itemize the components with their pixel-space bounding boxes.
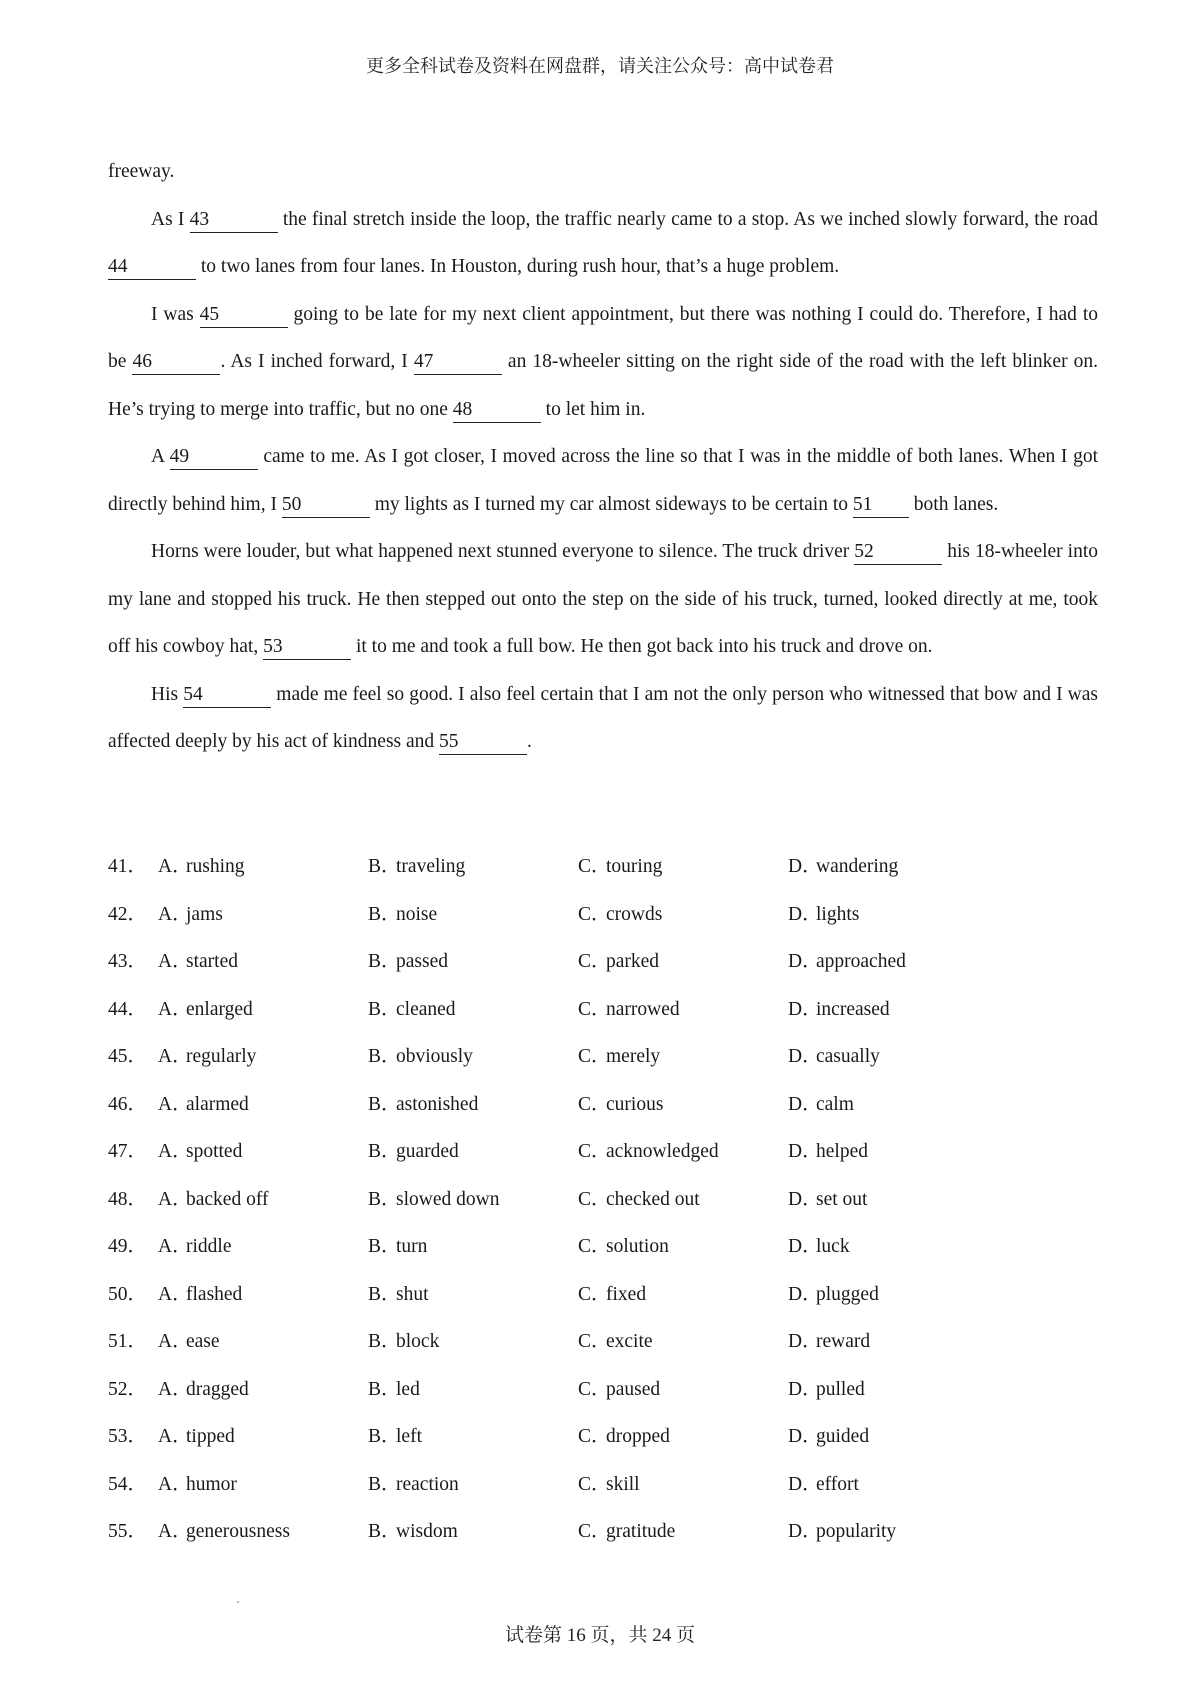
option-text: block: [396, 1331, 440, 1352]
blank-48: 48: [453, 398, 541, 423]
passage-paragraph: [108, 291, 1098, 434]
option-b: [368, 1471, 578, 1499]
passage-text: I was: [151, 303, 200, 325]
question-number: 52．: [108, 1378, 148, 1400]
blank-54: 54: [183, 683, 271, 708]
option-letter: C．: [578, 998, 611, 1020]
question-options-row: [108, 1281, 1108, 1329]
option-b: [368, 1423, 578, 1451]
question-number: 49．: [108, 1236, 148, 1257]
passage-text: it to me and took a full bow. He then got back into his truck and drove on.: [351, 636, 933, 657]
option-c: [578, 1043, 788, 1071]
option-text: ease: [186, 1331, 220, 1352]
option-c: [578, 901, 788, 929]
blank-43: 43: [190, 208, 278, 233]
option-text: solution: [606, 1236, 669, 1257]
option-letter: B．: [368, 1378, 401, 1400]
passage-paragraph: [108, 433, 1098, 528]
question-options-row: [108, 1043, 1108, 1091]
option-d: [788, 1138, 998, 1166]
option-letter: D．: [788, 903, 822, 925]
question-options-row: [108, 1471, 1108, 1519]
passage-paragraph: [108, 671, 1098, 766]
option-text: wisdom: [396, 1521, 458, 1542]
option-text: led: [396, 1378, 420, 1400]
option-letter: D．: [788, 1141, 822, 1162]
question-number: 46．: [108, 1093, 148, 1115]
option-text: merely: [606, 1046, 661, 1067]
option-d: [788, 1043, 998, 1071]
option-c: [578, 1328, 788, 1356]
option-b: [368, 1138, 578, 1166]
question-number: 43．: [108, 951, 148, 972]
option-letter: A．: [158, 1141, 192, 1162]
option-letter: B．: [368, 1331, 401, 1352]
option-c: [578, 948, 788, 976]
option-letter: D．: [788, 1283, 822, 1305]
option-letter: A．: [158, 1521, 192, 1542]
option-letter: D．: [788, 1093, 822, 1115]
option-d: [788, 996, 998, 1024]
option-b: [368, 1518, 578, 1546]
question-options-row: [108, 1328, 1108, 1376]
option-text: dragged: [186, 1378, 249, 1400]
option-letter: B．: [368, 1188, 401, 1210]
option-letter: A．: [158, 1046, 192, 1067]
option-letter: D．: [788, 1426, 822, 1447]
option-text: set out: [816, 1188, 868, 1210]
option-letter: D．: [788, 856, 822, 877]
option-text: guided: [816, 1426, 870, 1447]
option-d: [788, 1518, 998, 1546]
passage-text: to let him in.: [540, 398, 646, 420]
option-c: [578, 1423, 788, 1451]
option-text: calm: [816, 1093, 854, 1115]
question-options-row: [108, 1423, 1108, 1471]
option-text: paused: [606, 1378, 661, 1400]
option-letter: A．: [158, 998, 192, 1020]
option-letter: C．: [578, 1188, 611, 1210]
question-number: 47．: [108, 1141, 148, 1162]
option-b: [368, 1043, 578, 1071]
option-b: [368, 996, 578, 1024]
passage-text: .: [527, 731, 532, 752]
option-a: [158, 948, 368, 976]
option-text: started: [186, 951, 238, 972]
option-letter: A．: [158, 856, 192, 877]
blank-47: 47: [414, 350, 502, 375]
option-text: popularity: [816, 1521, 897, 1542]
option-text: wandering: [816, 856, 899, 877]
option-text: cleaned: [396, 998, 456, 1020]
option-d: [788, 1233, 998, 1261]
option-a: [158, 996, 368, 1024]
option-d: [788, 1471, 998, 1499]
option-b: [368, 1281, 578, 1309]
option-letter: C．: [578, 1046, 611, 1067]
question-number: 48．: [108, 1188, 148, 1210]
option-text: reward: [816, 1331, 871, 1352]
option-text: plugged: [816, 1283, 879, 1305]
option-text: curious: [606, 1093, 664, 1115]
scan-speck: [237, 1601, 239, 1603]
option-text: dropped: [606, 1426, 670, 1447]
option-a: [158, 1471, 368, 1499]
passage-text: came to me. As I got closer, I moved across the line so that I was in the middle of both lanes. When I got directly behind him, I: [108, 446, 1098, 515]
question-options-row: [108, 1186, 1108, 1234]
blank-52: 52: [854, 540, 942, 565]
option-text: fixed: [606, 1283, 647, 1305]
option-text: traveling: [396, 856, 466, 877]
passage-text: both lanes.: [908, 493, 999, 515]
option-letter: A．: [158, 951, 192, 972]
option-letter: C．: [578, 1093, 611, 1115]
option-d: [788, 1186, 998, 1214]
option-letter: C．: [578, 1283, 611, 1305]
option-d: [788, 948, 998, 976]
passage-text: my lights as I turned my car almost sideways to be certain to: [369, 493, 853, 515]
passage-text: to two lanes from four lanes. In Houston, during rush hour, that’s a huge problem.: [196, 256, 840, 277]
passage-text: His: [151, 683, 184, 705]
question-number: 55．: [108, 1521, 148, 1542]
blank-49: 49: [170, 445, 258, 470]
option-a: [158, 1518, 368, 1546]
question-options-row: [108, 1138, 1108, 1186]
option-letter: D．: [788, 998, 822, 1020]
option-b: [368, 901, 578, 929]
option-letter: C．: [578, 1426, 611, 1447]
question-options-row: [108, 948, 1108, 996]
option-text: excite: [606, 1331, 653, 1352]
option-text: skill: [606, 1473, 640, 1495]
option-text: acknowledged: [606, 1141, 719, 1162]
option-text: obviously: [396, 1046, 473, 1067]
option-text: enlarged: [186, 998, 253, 1020]
option-text: tipped: [186, 1426, 235, 1447]
option-text: checked out: [606, 1188, 700, 1210]
option-a: [158, 1186, 368, 1214]
option-text: slowed down: [396, 1188, 500, 1210]
option-letter: D．: [788, 1378, 822, 1400]
option-c: [578, 1376, 788, 1404]
option-text: flashed: [186, 1283, 243, 1305]
question-number: 53．: [108, 1426, 148, 1447]
option-text: jams: [186, 903, 223, 925]
blank-50: 50: [282, 493, 370, 518]
question-number: 41．: [108, 856, 148, 877]
option-text: gratitude: [606, 1521, 676, 1542]
option-text: generousness: [186, 1521, 290, 1542]
option-c: [578, 1138, 788, 1166]
option-text: crowds: [606, 903, 663, 925]
question-options-row: [108, 1091, 1108, 1139]
option-letter: A．: [158, 1093, 192, 1115]
option-c: [578, 1518, 788, 1546]
option-letter: B．: [368, 1236, 401, 1257]
option-text: narrowed: [606, 998, 680, 1020]
blank-55: 55: [439, 730, 527, 755]
passage-text: made me feel so good. I also feel certain that I am not the only person who witnessed that bow and I was affected deeply by his act of kindness and: [108, 683, 1098, 752]
option-letter: A．: [158, 903, 192, 925]
option-a: [158, 1233, 368, 1261]
question-number: 44．: [108, 998, 148, 1020]
option-b: [368, 1186, 578, 1214]
blank-46: 46: [132, 350, 220, 375]
option-c: [578, 853, 788, 881]
option-text: increased: [816, 998, 890, 1020]
option-c: [578, 1233, 788, 1261]
option-letter: B．: [368, 1141, 401, 1162]
option-text: parked: [606, 951, 660, 972]
option-text: noise: [396, 903, 438, 925]
option-letter: A．: [158, 1236, 192, 1257]
passage-text: an 18-wheeler sitting on the right side of the road with the left blinker on. He’s trying to merge into traffic, but no one: [108, 351, 1098, 420]
option-letter: B．: [368, 1473, 401, 1495]
option-d: [788, 1328, 998, 1356]
question-number: 42．: [108, 903, 148, 925]
blank-44: 44: [108, 255, 196, 280]
question-number: 54．: [108, 1473, 148, 1495]
page-footer: 试卷第 16 页，共 24 页: [504, 1625, 695, 1646]
option-b: [368, 1328, 578, 1356]
option-b: [368, 1091, 578, 1119]
option-d: [788, 853, 998, 881]
option-a: [158, 1281, 368, 1309]
option-text: riddle: [186, 1236, 232, 1257]
option-letter: B．: [368, 856, 401, 877]
option-text: humor: [186, 1473, 237, 1495]
passage-paragraph: [108, 196, 1098, 291]
option-a: [158, 1138, 368, 1166]
option-letter: B．: [368, 903, 401, 925]
option-text: alarmed: [186, 1093, 249, 1115]
option-letter: B．: [368, 1093, 401, 1115]
option-letter: B．: [368, 1046, 401, 1067]
option-letter: C．: [578, 1331, 611, 1352]
passage-text: his 18-wheeler into my lane and stopped his truck. He then stepped out onto the step on the side of his truck, turned, looked directly at me, took off his cowboy hat,: [108, 541, 1098, 657]
blank-51: 51: [853, 493, 909, 518]
option-letter: C．: [578, 856, 611, 877]
question-options-row: [108, 1518, 1108, 1566]
blank-45: 45: [200, 303, 288, 328]
option-letter: C．: [578, 1521, 611, 1542]
option-letter: C．: [578, 1236, 611, 1257]
question-number: 45．: [108, 1046, 148, 1067]
option-letter: D．: [788, 951, 822, 972]
option-d: [788, 1376, 998, 1404]
passage-text: A: [151, 446, 170, 467]
option-text: guarded: [396, 1141, 459, 1162]
option-text: shut: [396, 1283, 429, 1305]
option-letter: A．: [158, 1188, 192, 1210]
option-letter: B．: [368, 998, 401, 1020]
option-letter: D．: [788, 1046, 822, 1067]
option-letter: D．: [788, 1473, 822, 1495]
question-number: 51．: [108, 1331, 148, 1352]
option-a: [158, 1091, 368, 1119]
option-letter: A．: [158, 1331, 192, 1352]
option-letter: B．: [368, 1521, 401, 1542]
option-b: [368, 948, 578, 976]
passage-text: As I: [151, 208, 190, 230]
option-letter: D．: [788, 1188, 822, 1210]
option-b: [368, 1376, 578, 1404]
answer-options: [108, 853, 1108, 1566]
option-d: [788, 901, 998, 929]
option-a: [158, 1328, 368, 1356]
option-c: [578, 996, 788, 1024]
passage-text: Horns were louder, but what happened next stunned everyone to silence. The truck driver: [151, 541, 855, 562]
option-a: [158, 1043, 368, 1071]
option-text: pulled: [816, 1378, 865, 1400]
option-letter: A．: [158, 1473, 192, 1495]
option-letter: B．: [368, 951, 401, 972]
option-text: passed: [396, 951, 448, 972]
option-letter: D．: [788, 1521, 822, 1542]
option-text: helped: [816, 1141, 868, 1162]
option-letter: A．: [158, 1426, 192, 1447]
option-letter: C．: [578, 1473, 611, 1495]
cloze-passage: [108, 148, 1098, 766]
passage-paragraph: [108, 148, 1098, 196]
passage-text: going to be late for my next client appointment, but there was nothing I could do. Therefore, I had to be: [108, 303, 1098, 372]
option-letter: B．: [368, 1426, 401, 1447]
option-text: reaction: [396, 1473, 459, 1495]
option-letter: C．: [578, 1378, 611, 1400]
option-letter: B．: [368, 1283, 401, 1305]
question-number: 50．: [108, 1283, 148, 1305]
option-b: [368, 853, 578, 881]
blank-53: 53: [263, 635, 351, 660]
option-letter: D．: [788, 1236, 822, 1257]
option-a: [158, 1423, 368, 1451]
passage-text: freeway.: [108, 161, 175, 182]
option-text: spotted: [186, 1141, 243, 1162]
option-text: turn: [396, 1236, 428, 1257]
question-options-row: [108, 853, 1108, 901]
option-text: lights: [816, 903, 860, 925]
question-options-row: [108, 1233, 1108, 1281]
option-text: rushing: [186, 856, 245, 877]
option-letter: A．: [158, 1283, 192, 1305]
option-text: touring: [606, 856, 663, 877]
option-a: [158, 1376, 368, 1404]
option-a: [158, 901, 368, 929]
option-b: [368, 1233, 578, 1261]
option-letter: C．: [578, 903, 611, 925]
option-d: [788, 1091, 998, 1119]
option-c: [578, 1186, 788, 1214]
option-text: casually: [816, 1046, 880, 1067]
question-options-row: [108, 901, 1108, 949]
passage-text: the final stretch inside the loop, the traffic nearly came to a stop. As we inched slowly forward, the road: [277, 208, 1098, 230]
option-letter: C．: [578, 1141, 611, 1162]
question-options-row: [108, 996, 1108, 1044]
option-text: astonished: [396, 1093, 479, 1115]
page-header: 更多全科试卷及资料在网盘群，请关注公众号：高中试卷君: [366, 56, 834, 76]
option-text: regularly: [186, 1046, 257, 1067]
option-d: [788, 1423, 998, 1451]
question-options-row: [108, 1376, 1108, 1424]
option-text: left: [396, 1426, 422, 1447]
option-letter: A．: [158, 1378, 192, 1400]
option-text: approached: [816, 951, 906, 972]
option-text: backed off: [186, 1188, 269, 1210]
option-letter: C．: [578, 951, 611, 972]
passage-paragraph: [108, 528, 1098, 671]
passage-text: . As I inched forward, I: [220, 351, 414, 372]
option-text: effort: [816, 1473, 859, 1495]
option-c: [578, 1091, 788, 1119]
option-text: luck: [816, 1236, 850, 1257]
option-d: [788, 1281, 998, 1309]
option-c: [578, 1281, 788, 1309]
option-letter: D．: [788, 1331, 822, 1352]
option-a: [158, 853, 368, 881]
option-c: [578, 1471, 788, 1499]
